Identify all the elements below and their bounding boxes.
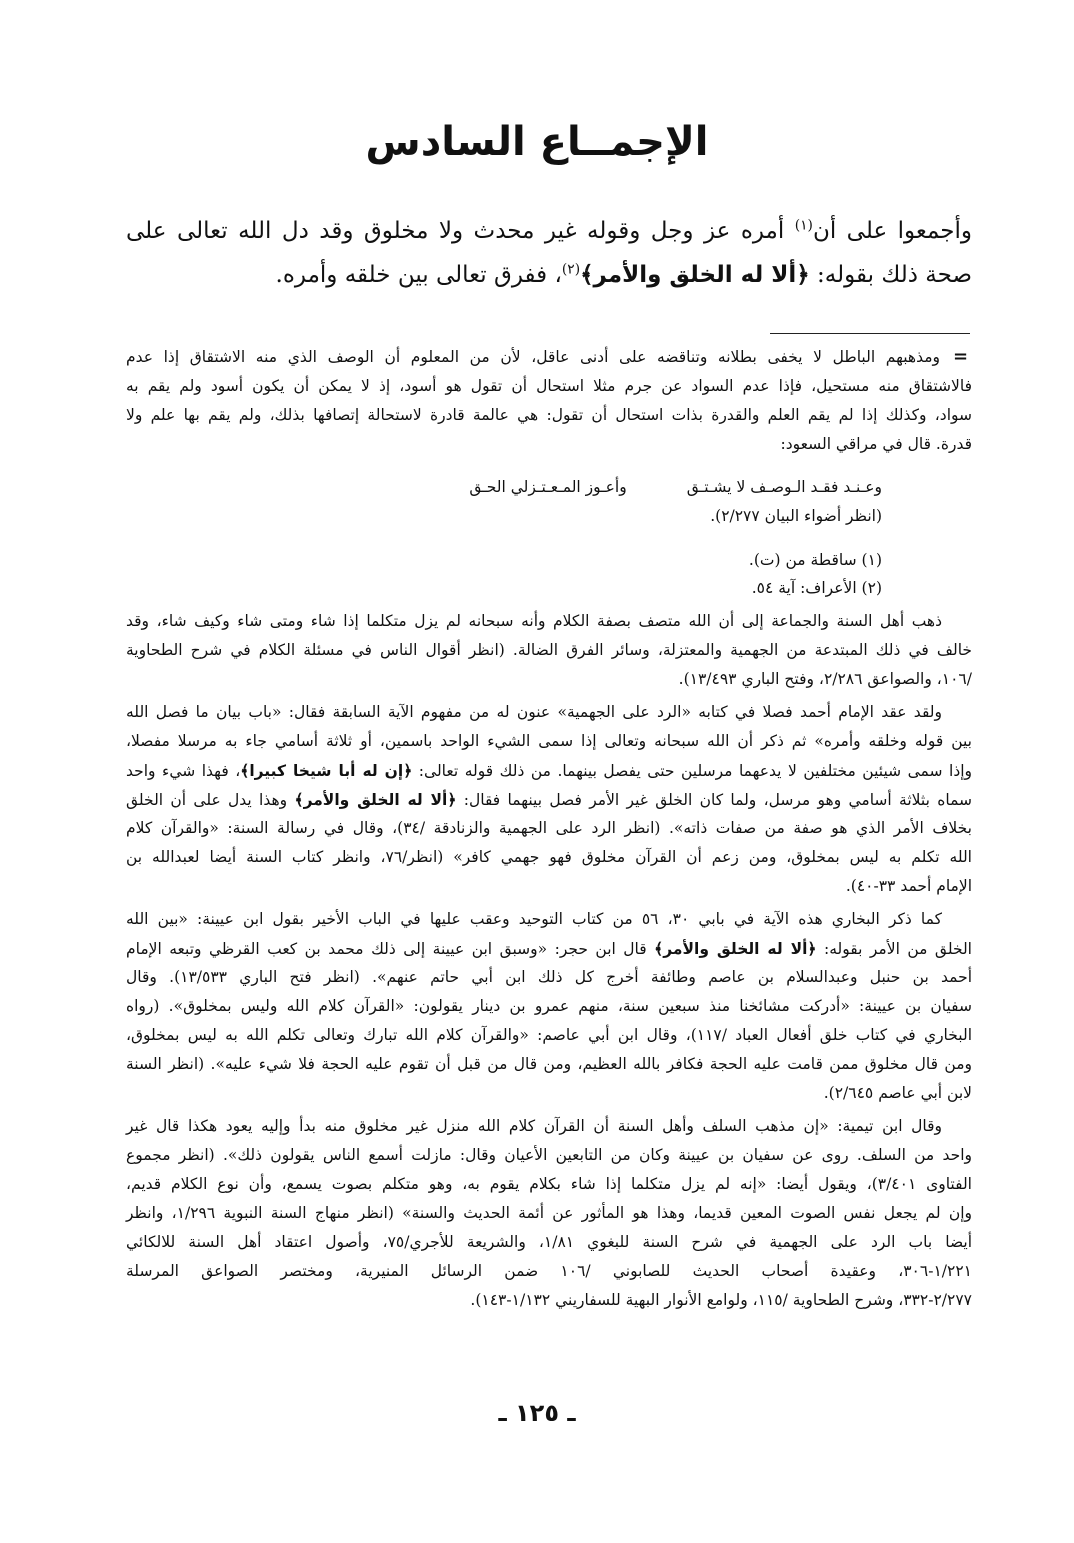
commentary-paragraphs	[126, 607, 972, 1319]
text-segment: ، ففرق تعالى بين خلقه وأمره.	[275, 262, 562, 288]
commentary-paragraph	[126, 698, 972, 901]
text-line	[126, 372, 972, 401]
text-line	[126, 1286, 972, 1315]
quran-quote: ﴿ألا له الخلق والأمر﴾	[294, 790, 457, 809]
text-line	[126, 1021, 972, 1050]
text-segment: الفتاوى ٣/٤٠١)، ويقول أيضا: «إنه لم يزل متكلما إذا شاء بكلام يقوم به، وهو متكلم بصوت يسمع، وأن نوع الكلام قديم،	[126, 1175, 972, 1193]
text-segment: الخلق من الأمر بقوله:	[816, 940, 972, 958]
text-line	[126, 872, 972, 901]
text-line	[126, 1050, 972, 1079]
text-segment: ١/٢٢١-٣٠٦، وعقيدة أصحاب الحديث للصابوني /١٠٦ ضمن الرسائل المنيرية، ومختصر الصواعق المرسلة	[126, 1262, 972, 1280]
quran-quote: ﴿ألا له الخلق والأمر﴾	[580, 261, 810, 288]
text-segment: سماه بثلاثة أسامي وهو مرسل، ولما كان الخلق غير الأمر فصل بينهما فقال:	[456, 791, 973, 809]
text-line	[126, 1141, 972, 1170]
text-line	[126, 636, 972, 665]
page-number: ـ ١٢٥ ـ	[498, 1398, 576, 1427]
text-segment: سفيان بن عيينة: «أدركت مشائخنا منذ سبعين سنة، منهم عمرو بن دينار يقولون: «القرآن كلام الله وليس بمخلوق». (رواه	[126, 997, 972, 1015]
commentary-paragraph	[126, 1112, 972, 1315]
commentary-paragraph	[126, 905, 972, 1108]
text-segment: وهذا يدل على أن الخلق	[126, 791, 295, 809]
main-text	[126, 210, 972, 296]
text-segment: أيضا باب الرد على الجهمية في شرح السنة للبغوي ١/٨١، والشريعة للأجري/٧٥، وأصول اعتقاد أهل السنة للالكائي	[126, 1233, 973, 1251]
verse-first-hemistich: وعـنـد فقـد الـوصـف لا يشـتـق	[686, 478, 882, 496]
text-line	[126, 401, 972, 430]
text-segment: واحد من السلف. روى عن سفيان بن عيينة وكان من التابعين الأعيان وقال: مازلت أسمع الناس يقولون ذلك». (انظر مجموع	[126, 1146, 972, 1164]
text-line	[126, 430, 972, 459]
quran-quote: ﴿إن له أبا شيخا كبيرا﴾	[240, 761, 413, 780]
text-line	[126, 665, 972, 694]
text-line	[126, 343, 972, 372]
text-line	[126, 843, 972, 872]
text-segment: ذهب أهل السنة والجماعة إلى أن الله متصف بصفة الكلام وأنه سبحانه لم يزل متكلما إذا شاء ومتى شاء وكيف شاء، وقد	[126, 612, 942, 630]
footnote-ref: (١)	[794, 217, 813, 234]
text-segment: ٢/٢٧٧-٣٣٢، وشرح الطحاوية /١١٥، ولوامع الأنوار البهية للسفاريني ١/١٣٢-١٤٣).	[470, 1291, 972, 1309]
text-line	[126, 253, 972, 296]
footnote-ref: (٢)	[561, 261, 581, 278]
verse-second-hemistich: وأعـوز المـعـتـزلي الحـق	[469, 478, 627, 496]
text-line	[126, 963, 972, 992]
text-segment: خالف في ذلك المبتدعة من الجهمية والمعتزلة، وسائر الفرق الضالة. (انظر أقوال الناس في مسئلة الكلام في شرح الطحاوية	[126, 641, 972, 659]
text-segment: وأجمعوا على أن	[812, 218, 973, 244]
footnotes	[126, 546, 972, 602]
section-title: الإجمــاع السادس	[365, 118, 709, 165]
text-segment: أحمد بن حنبل وعبدالسلام بن عاصم وطائفة أخرج كل ذلك ابن أبي حاتم عنهم». (انظر فتح الباري ١٣/٥٣٣). وقال	[126, 968, 972, 986]
text-line	[126, 607, 972, 636]
text-segment: البخاري في كتاب خلق أفعال العباد /١١٧)، وقال ابن أبي عاصم: «والقرآن كلام الله تبارك وتعالى تكلم الله به ليس بمخلوق،	[126, 1026, 972, 1044]
text-line	[126, 1170, 972, 1199]
text-line	[126, 727, 972, 756]
text-segment: بين قوله وخلقه وأمره» ثم ذكر أن الله سبحانه وتعالى إذا سمى الشيء الواحد باسمين، أو ثلاثة أسامي جاء به مرسلا مفصلا،	[126, 732, 972, 750]
text-line	[126, 1257, 972, 1286]
text-segment: قال ابن حجر: «وسبق ابن عيينة إلى ذلك محمد بن كعب القرظي وتبعه الإمام	[126, 940, 655, 958]
verse-reference: (انظر أضواء البيان ٢/٢٧٧).	[710, 507, 882, 525]
text-segment: الإمام أحمد ٣٣-٤٠).	[845, 877, 972, 895]
text-segment: وقال ابن تيمية: «إن مذهب السلف وأهل السنة أن القرآن كلام الله منزل غير مخلوق منه بدأ وإليه يعود هكذا قال غير	[126, 1117, 942, 1135]
quran-quote: ﴿ألا له الخلق والأمر﴾	[654, 939, 817, 958]
text-segment: ومن قال مخلوق ممن قامت عليه الحجة فكافر بالله العظيم، ومن قال من قبل أن تقوم عليه الحجة فلا شيء عليه». (انظر السنة	[126, 1055, 972, 1073]
text-segment: ومذهبهم الباطل لا يخفى بطلانه وتناقضه على أدنى عاقل، لأن من المعلوم أن الوصف الذي منه الاشتقاق إذا عدم	[126, 348, 940, 366]
commentary-paragraph	[126, 607, 972, 694]
text-line	[126, 814, 972, 843]
footnote-separator	[770, 333, 970, 334]
text-segment: وإن لم يجعل نفس الصوت المعين قديما، وهذا هو المأثور عن أئمة الحديث والسنة» (انظر منهاج السنة النبوية ١/٢٩٦، وانظر	[126, 1204, 972, 1222]
text-segment: كما ذكر البخاري هذه الآية في بابي ٣٠، ٥٦ من كتاب التوحيد وعقب عليها في الباب الأخير بقول ابن عيينة: «بين الله	[126, 910, 942, 928]
text-segment: الله تكلم به ليس بمخلوق، ومن زعم أن القرآن مخلوق فهو جهمي كافر» (انظر/٧٦، وانظر كتاب السنة أيضا لعبدالله بن	[126, 848, 972, 866]
text-segment: وإذا سمى شيئين مختلفين لا يدعهما مرسلين حتى يفصل بينهما. من ذلك قوله تعالى:	[412, 762, 973, 780]
verse	[126, 478, 972, 496]
text-line	[126, 210, 972, 253]
text-line	[126, 1112, 972, 1141]
footnote-continued	[126, 343, 972, 459]
text-line	[126, 1199, 972, 1228]
text-line	[126, 785, 972, 814]
text-segment: ولقد عقد الإمام أحمد فصلا في كتابه «الرد على الجهمية» عنون له من مفهوم الآية السابقة فقال: «باب بيان ما فصل الله	[126, 703, 942, 721]
text-line	[126, 1079, 972, 1108]
text-segment: سواد، وكذلك إذا لم يقم العلم والقدرة بذات استحال أن تقول: هي عالمة قادرة لاستحالة إتصافها بذلك، ولم يقم بها علم ولا	[126, 406, 972, 424]
text-line	[126, 905, 972, 934]
text-segment: بخلاف الأمر الذي هو صفة من صفات ذاته». (انظر الرد على الجهمية والزنادقة /٣٤)، وقال في رسالة السنة: «والقرآن كلام	[126, 819, 972, 837]
text-line	[126, 1228, 972, 1257]
footnote-1: (١) ساقطة من (ت).	[748, 551, 882, 569]
continuation-marker: =	[953, 346, 969, 367]
text-segment: قدرة. قال في مراقي السعود:	[780, 435, 972, 453]
text-line	[126, 934, 972, 963]
text-line	[126, 698, 972, 727]
footnote-2: (٢) الأعراف: آية ٥٤.	[751, 579, 882, 597]
text-line	[126, 756, 972, 785]
text-segment: صحة ذلك بقوله:	[809, 262, 972, 288]
text-segment: لابن أبي عاصم ٢/٦٤٥).	[823, 1084, 972, 1102]
text-line	[126, 992, 972, 1021]
text-segment: فالاشتقاق منه مستحيل، فإذا عدم السواد عن جرم مثلا استحال أن تقول هو أسود، إذ لا يمكن أن يكون أسود ولم يقم به	[126, 377, 972, 395]
text-segment: أمره عز وجل وقوله غير محدث ولا مخلوق وقد دل الله تعالى على	[126, 218, 795, 244]
text-segment: /١٠٦، والصواعق ٢/٢٨٦، وفتح الباري ١٣/٤٩٣).	[678, 670, 972, 688]
text-segment: ، فهذا شيء واحد	[126, 762, 241, 780]
